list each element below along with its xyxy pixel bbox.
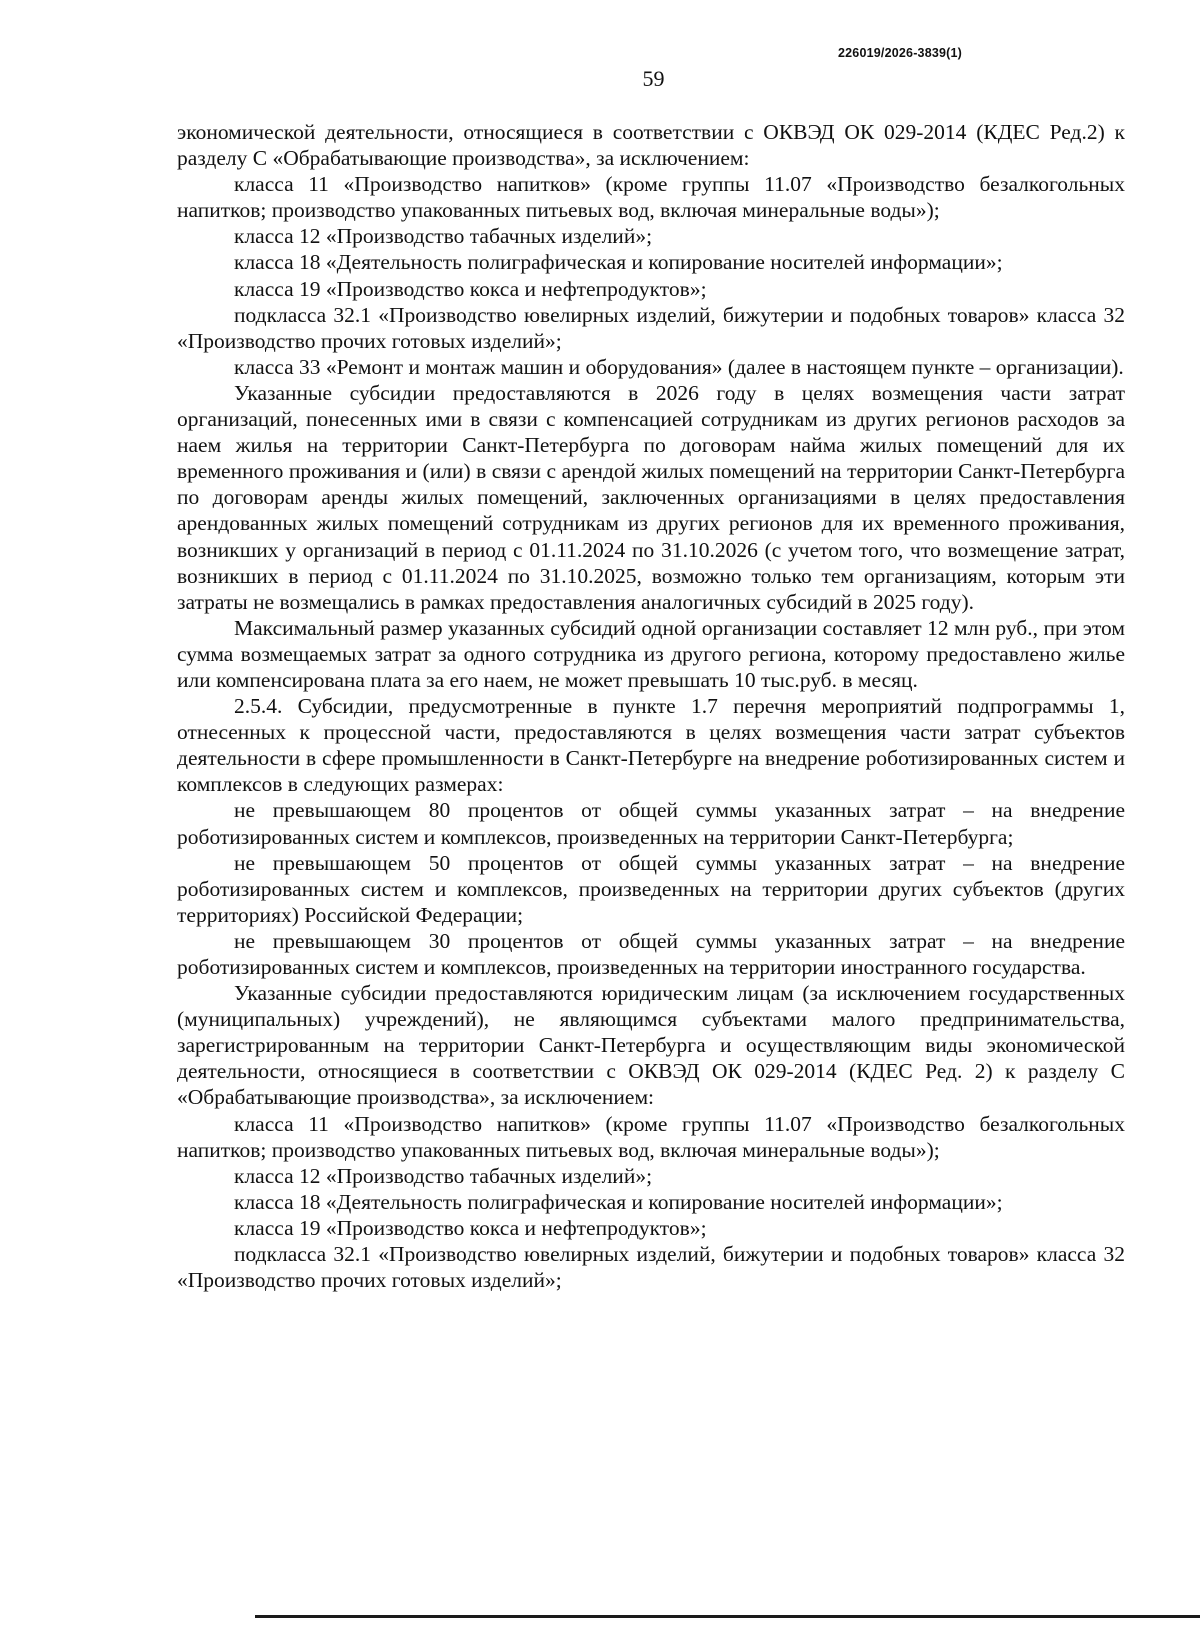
exclusion-item-subclass-32-1: подкласса 32.1 «Производство ювелирных изделий, бижутерии и подобных товаров» класса 32 «Производство прочих готовых изделий»;: [177, 1242, 1125, 1293]
exclusion-item-subclass-32-1: подкласса 32.1 «Производство ювелирных изделий, бижутерии и подобных товаров» класса 32 «Производство прочих готовых изделий»;: [177, 302, 1125, 353]
document-registration-number: 226019/2026-3839(1): [838, 46, 963, 60]
page-number: 59: [642, 66, 665, 91]
exclusion-item-class-19: класса 19 «Производство кокса и нефтепродуктов»;: [234, 1215, 707, 1240]
section-2-5-4: 2.5.4. Субсидии, предусмотренные в пункте 1.7 перечня мероприятий подпрограммы 1, отнесенных к процессной части, предоставляются в целях возмещения части затрат субъектов деятельности в сфере промышленности в Санкт-Петербурге на внедрение роботизированных систем и комплексов в следующих размерах:: [177, 694, 1125, 797]
exclusion-item-class-12: класса 12 «Производство табачных изделий»;: [234, 1163, 653, 1188]
exclusion-item-class-19: класса 19 «Производство кокса и нефтепродуктов»;: [234, 276, 707, 301]
rate-item-80-percent: не превышающем 80 процентов от общей суммы указанных затрат – на внедрение роботизированных систем и комплексов, произведенных на территории Санкт-Петербурга;: [177, 798, 1125, 849]
rate-item-50-percent: не превышающем 50 процентов от общей суммы указанных затрат – на внедрение роботизированных систем и комплексов, произведенных на территории других субъектов (других территориях) Российской Федерации;: [177, 850, 1125, 927]
exclusion-item-class-33: класса 33 «Ремонт и монтаж машин и оборудования» (далее в настоящем пункте – организации).: [234, 354, 1124, 379]
scan-bottom-edge-line: [255, 1615, 1200, 1618]
exclusion-item-class-11: класса 11 «Производство напитков» (кроме группы 11.07 «Производство безалкогольных напитков; производство упакованных питьевых вод, включая минеральные воды»);: [177, 172, 1125, 223]
exclusion-item-class-11: класса 11 «Производство напитков» (кроме группы 11.07 «Производство безалкогольных напитков; производство упакованных питьевых вод, включая минеральные воды»);: [177, 1111, 1125, 1162]
paragraph-subsidy-maximum: Максимальный размер указанных субсидий одной организации составляет 12 млн руб., при этом сумма возмещаемых затрат за одного сотрудника из другого региона, которому предоставлено жилье или компенсирована плата за его наем, не может превышать 10 тыс.руб. в месяц.: [177, 615, 1125, 692]
paragraph-continuation: экономической деятельности, относящиеся в соответствии с ОКВЭД ОК 029-2014 (КДЕС Ред.2) к разделу С «Обрабатывающие производства», за исключением:: [177, 120, 1125, 171]
exclusion-item-class-18: класса 18 «Деятельность полиграфическая и копирование носителей информации»;: [234, 1189, 1003, 1214]
exclusion-item-class-12: класса 12 «Производство табачных изделий»;: [234, 224, 653, 249]
document-body: [177, 119, 1125, 1293]
paragraph-subsidy-purpose: Указанные субсидии предоставляются в 2026 году в целях возмещения части затрат организаций, понесенных ими в связи с компенсацией сотрудникам из других регионов расходов за наем жилья на территории Санкт-Петербурга по договорам найма жилых помещений для их временного проживания и (или) в связи с арендой жилых помещений на территории Санкт-Петербурга по договорам аренды жилых помещений, заключенных организациями в целях предоставления арендованных жилых помещений сотрудникам из других регионов для их временного проживания, возникших у организаций в период с 01.11.2024 по 31.10.2026 (с учетом того, что возмещение затрат, возникших в период с 01.11.2024 по 31.10.2025, возможно только тем организациям, которым эти затраты не возмещались в рамках предоставления аналогичных субсидий в 2025 году).: [177, 380, 1125, 614]
rate-item-30-percent: не превышающем 30 процентов от общей суммы указанных затрат – на внедрение роботизированных систем и комплексов, произведенных на территории иностранного государства.: [177, 928, 1125, 979]
paragraph-eligible-recipients: Указанные субсидии предоставляются юридическим лицам (за исключением государственных (муниципальных) учреждений), не являющимся субъектами малого предпринимательства, зарегистрированным на территории Санкт-Петербурга и осуществляющим виды экономической деятельности, относящиеся в соответствии с ОКВЭД ОК 029-2014 (КДЕС Ред. 2) к разделу С «Обрабатывающие производства», за исключением:: [177, 981, 1125, 1110]
exclusion-item-class-18: класса 18 «Деятельность полиграфическая и копирование носителей информации»;: [234, 250, 1003, 275]
